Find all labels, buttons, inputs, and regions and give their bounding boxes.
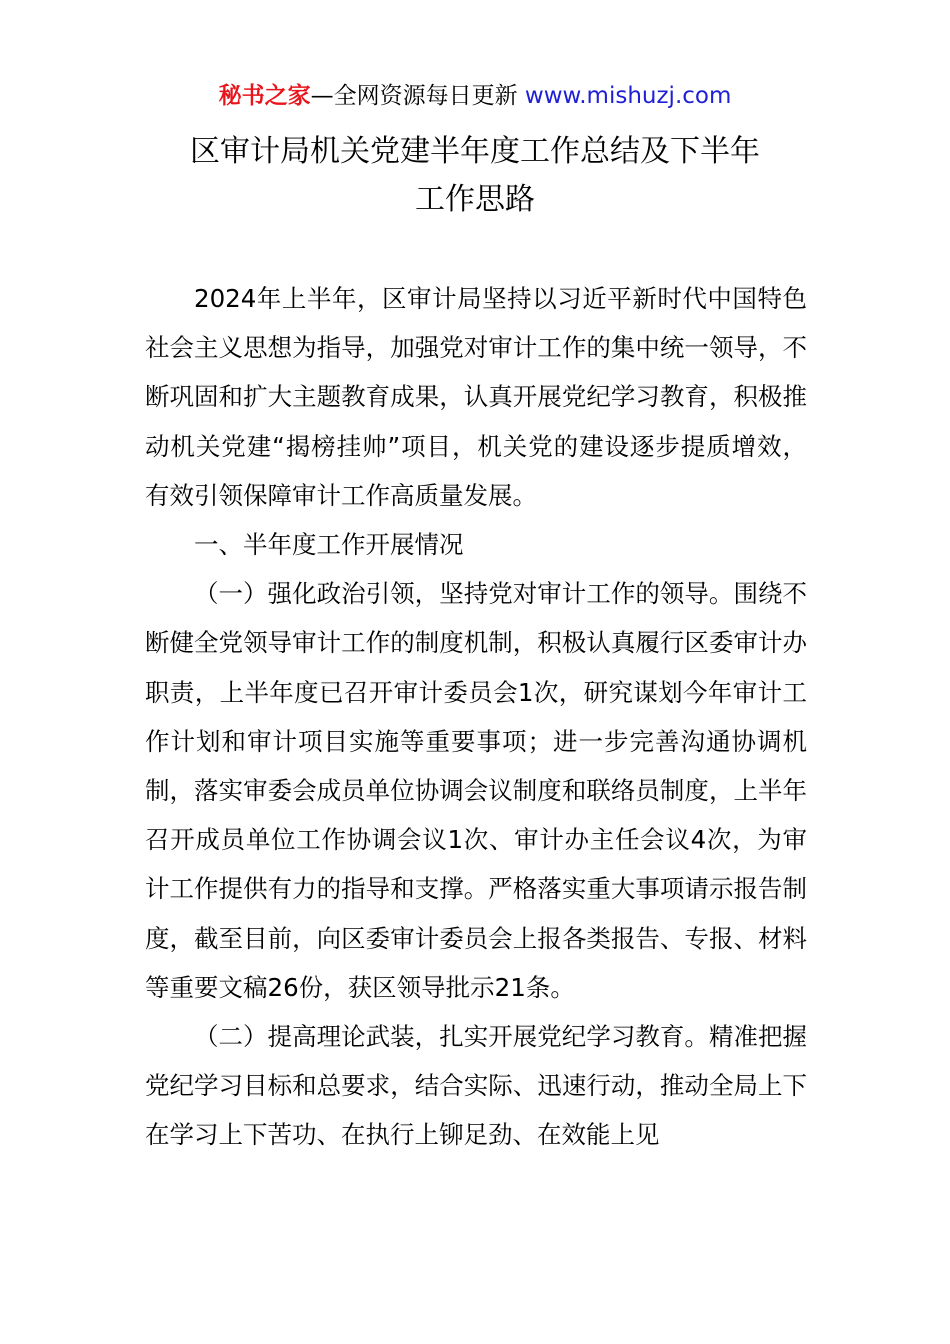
paragraph-subsection-1: （一）强化政治引领，坚持党对审计工作的领导。围绕不断健全党领导审计工作的制度机制，积极认真履行区委审计办职责，上半年度已召开审计委员会1次，研究谋划今年审计工作计划和审计项目实施等重要事项；进一步完善沟通协调机制，落实审委会成员单位协调会议制度和联络员制度，上半年召开成员单位工作协调会议1次、审计办主任会议4次，为审计工作提供有力的指导和支撑。严格落实重大事项请示报告制度，截至目前，向区委审计委员会上报各类报告、专报、材料等重要文稿26份，获区领导批示21条。: [145, 579, 807, 1002]
brand-name: 秘书之家: [218, 83, 311, 109]
title-line-1: 区审计局机关党建半年度工作总结及下半年: [190, 134, 760, 169]
site-banner: [0, 80, 950, 112]
document-body: [145, 274, 807, 1160]
paragraph-subsection-2: （二）提高理论武装，扎实开展党纪学习教育。精准把握党纪学习目标和总要求，结合实际、迅速行动，推动全局上下在学习上下苦功、在执行上铆足劲、在效能上见: [145, 1022, 807, 1150]
site-url-link[interactable]: www.mishuzj.com: [524, 83, 732, 109]
banner-tagline: —全网资源每日更新: [310, 83, 525, 109]
paragraph-intro: 2024年上半年，区审计局坚持以习近平新时代中国特色社会主义思想为指导，加强党对审计工作的集中统一领导，不断巩固和扩大主题教育成果，认真开展党纪学习教育，积极推动机关党建“揭榜挂帅”项目，机关党的建设逐步提质增效，有效引领保障审计工作高质量发展。: [145, 284, 807, 510]
title-line-2: 工作思路: [415, 182, 535, 217]
section-heading-1: 一、半年度工作开展情况: [194, 530, 464, 560]
document-title: [0, 128, 950, 224]
